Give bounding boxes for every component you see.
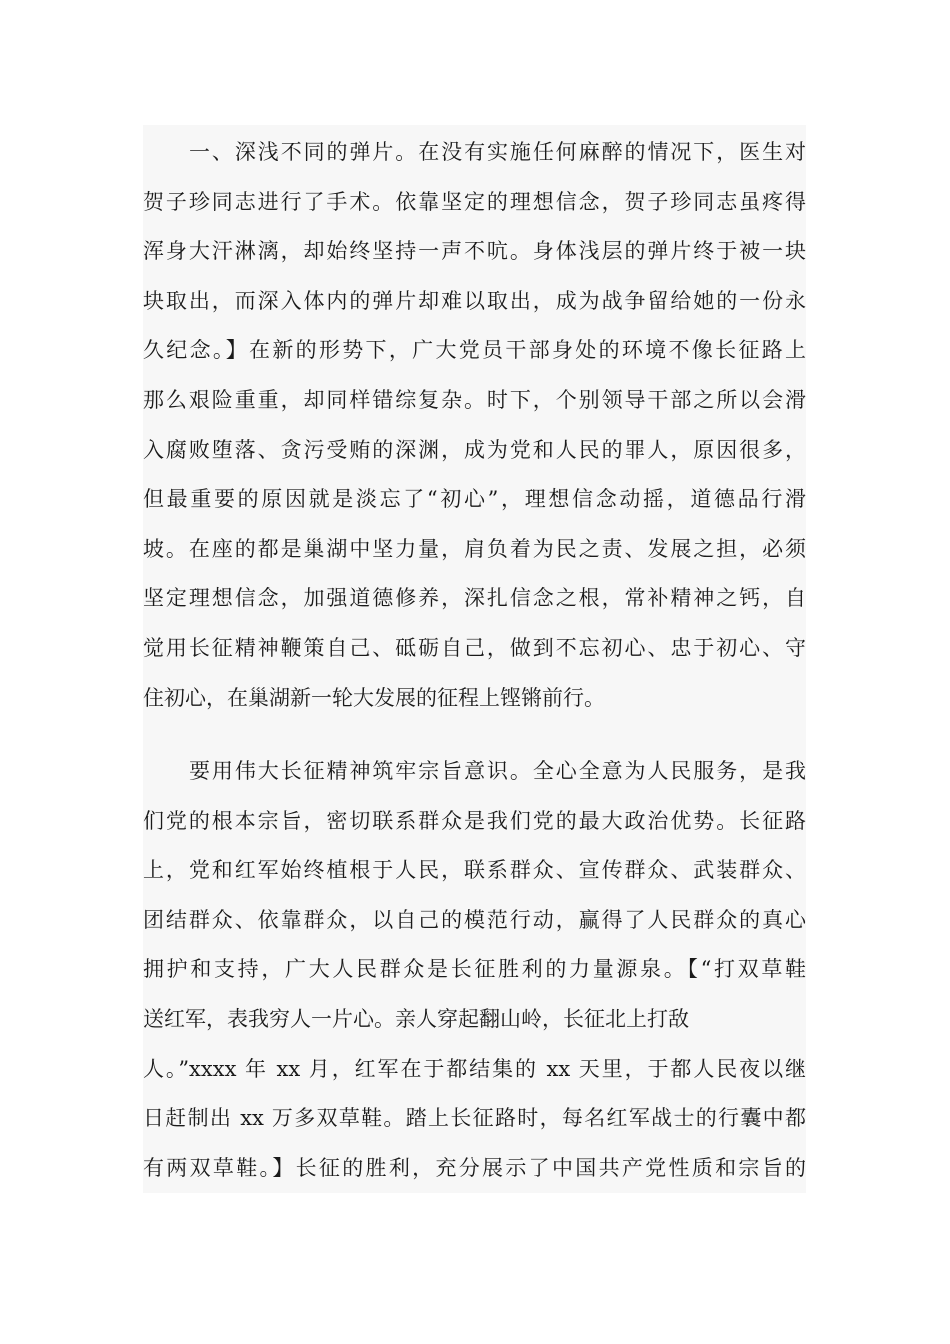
text-line: 住初心，在巢湖新一轮大发展的征程上铿锵前行。 xyxy=(143,685,605,710)
text-line: 觉用长征精神鞭策自己、砥砺自己，做到不忘初心、忠于初心、守 xyxy=(143,635,806,660)
text-line: 那么艰险重重，却同样错综复杂。时下，个别领导干部之所以会滑 xyxy=(143,387,806,412)
paragraph-2 xyxy=(143,747,806,1193)
text-line: 贺子珍同志进行了手术。依靠坚定的理想信念，贺子珍同志虽疼得 xyxy=(143,189,806,214)
text-line: 团结群众、依靠群众，以自己的模范行动，赢得了人民群众的真心 xyxy=(143,907,806,932)
text-line: 上，党和红军始终植根于人民，联系群众、宣传群众、武装群众、 xyxy=(143,858,806,883)
text-line: 要用伟大长征精神筑牢宗旨意识。全心全意为人民服务，是我 xyxy=(189,759,806,783)
text-line: 有两双草鞋。】长征的胜利，充分展示了中国共产党性质和宗旨的 xyxy=(143,1155,806,1180)
text-line: 一、深浅不同的弹片。在没有实施任何麻醉的情况下，医生对 xyxy=(189,140,806,164)
text-line: 坚定理想信念，加强道德修养，深扎信念之根，常补精神之钙，自 xyxy=(143,586,806,611)
text-line: 送红军，表我穷人一片心。亲人穿起翻山岭，长征北上打敌 xyxy=(143,1006,689,1031)
text-line: 块取出，而深入体内的弹片却难以取出，成为战争留给她的一份永 xyxy=(143,288,806,313)
text-line: 们党的根本宗旨，密切联系群众是我们党的最大政治优势。长征路 xyxy=(143,808,806,833)
text-line: 坡。在座的都是巢湖中坚力量，肩负着为民之责、发展之担，必须 xyxy=(143,536,806,561)
text-line: 浑身大汗淋漓，却始终坚持一声不吭。身体浅层的弹片终于被一块 xyxy=(143,239,806,264)
text-line: 日赶制出 xx 万多双草鞋。踏上长征路时，每名红军战士的行囊中都 xyxy=(143,1106,806,1131)
text-line: 但最重要的原因就是淡忘了“初心”，理想信念动摇，道德品行滑 xyxy=(143,487,806,512)
text-line: 拥护和支持，广大人民群众是长征胜利的力量源泉。【“打双草鞋 xyxy=(143,957,806,982)
text-line: 入腐败堕落、贪污受贿的深渊，成为党和人民的罪人，原因很多， xyxy=(143,437,806,462)
paragraph-1 xyxy=(143,128,806,723)
text-line: 人。”xxxx 年 xx 月，红军在于都结集的 xx 天里，于都人民夜以继 xyxy=(143,1056,806,1081)
document-page xyxy=(143,125,806,1193)
text-line: 久纪念。】在新的形势下，广大党员干部身处的环境不像长征路上 xyxy=(143,338,806,363)
